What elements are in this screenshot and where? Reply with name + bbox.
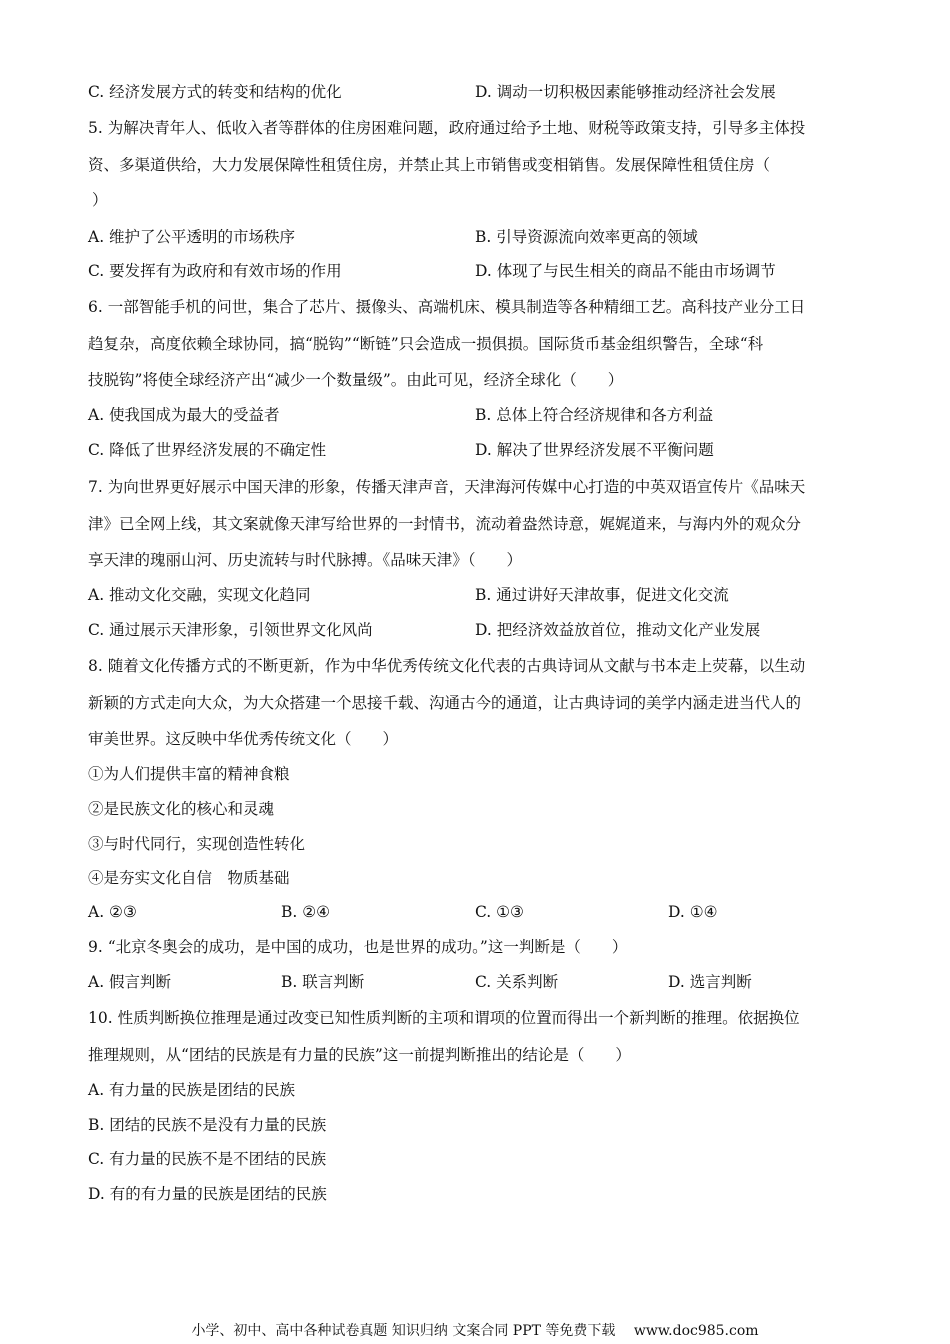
q8-option-c: C. ①③ bbox=[475, 903, 524, 921]
q7-stem-line-2: 津》已全网上线，其文案就像天津写给世界的一封情书，流动着盎然诗意，娓娓道来，与海内外的观众分 bbox=[88, 515, 802, 533]
q10-option-a: A. 有力量的民族是团结的民族 bbox=[88, 1081, 296, 1099]
q8-statement-2: ②是民族文化的核心和灵魂 bbox=[88, 800, 275, 818]
q6-option-b: B. 总体上符合经济规律和各方利益 bbox=[475, 406, 714, 424]
q9-option-c: C. 关系判断 bbox=[475, 973, 559, 991]
page-footer: 小学、初中、高中各种试卷真题 知识归纳 文案合同 PPT 等免费下载 www.doc985.com bbox=[191, 1323, 759, 1339]
q9-option-d: D. 选言判断 bbox=[668, 973, 752, 991]
q7-stem-line-1: 7. 为向世界更好展示中国天津的形象，传播天津声音，天津海河传媒中心打造的中英双语宣传片《品味天 bbox=[88, 478, 806, 496]
q8-option-d: D. ①④ bbox=[668, 903, 718, 921]
q7-option-c: C. 通过展示天津形象，引领世界文化风尚 bbox=[88, 621, 373, 639]
q8-option-b: B. ②④ bbox=[281, 903, 331, 921]
q9-option-a: A. 假言判断 bbox=[88, 973, 172, 991]
q4-option-d: D. 调动一切积极因素能够推动经济社会发展 bbox=[475, 83, 776, 101]
q5-option-a: A. 维护了公平透明的市场秩序 bbox=[88, 228, 296, 246]
q7-option-d: D. 把经济效益放首位，推动文化产业发展 bbox=[475, 621, 761, 639]
q5-option-c: C. 要发挥有为政府和有效市场的作用 bbox=[88, 262, 342, 280]
q8-stem-line-3: 审美世界。这反映中华优秀传统文化（ ） bbox=[88, 730, 399, 748]
q7-stem-line-3: 享天津的瑰丽山河、历史流转与时代脉搏。《品味天津》（ ） bbox=[88, 551, 523, 569]
q5-stem-line-2: 资、多渠道供给，大力发展保障性租赁住房，并禁止其上市销售或变相销售。发展保障性租赁住房（ bbox=[88, 156, 771, 174]
q6-option-c: C. 降低了世界经济发展的不确定性 bbox=[88, 441, 327, 459]
q9-option-b: B. 联言判断 bbox=[281, 973, 365, 991]
q6-stem-line-3: 技脱钩”将使全球经济产出“减少一个数量级”。由此可见，经济全球化（ ） bbox=[88, 371, 624, 389]
q8-stem-line-1: 8. 随着文化传播方式的不断更新，作为中华优秀传统文化代表的古典诗词从文献与书本走上荧幕，以生动 bbox=[88, 657, 806, 675]
q6-stem-line-1: 6. 一部智能手机的问世，集合了芯片、摄像头、高端机床、模具制造等各种精细工艺。高科技产业分工日 bbox=[88, 298, 806, 316]
q7-option-a: A. 推动文化交融，实现文化趋同 bbox=[88, 586, 311, 604]
q9-stem-line-1: 9. “北京冬奥会的成功，是中国的成功，也是世界的成功。”这一判断是（ ） bbox=[88, 938, 628, 956]
q5-option-d: D. 体现了与民生相关的商品不能由市场调节 bbox=[475, 262, 776, 280]
q8-statement-1: ①为人们提供丰富的精神食粮 bbox=[88, 765, 290, 783]
q10-stem-line-2: 推理规则，从“团结的民族是有力量的民族”这一前提判断推出的结论是（ ） bbox=[88, 1046, 631, 1064]
q4-option-c: C. 经济发展方式的转变和结构的优化 bbox=[88, 83, 342, 101]
q5-stem-line-3: ） bbox=[92, 191, 108, 209]
q10-option-b: B. 团结的民族不是没有力量的民族 bbox=[88, 1116, 327, 1134]
q8-option-a: A. ②③ bbox=[88, 903, 137, 921]
q8-stem-line-2: 新颖的方式走向大众，为大众搭建一个思接千载、沟通古今的通道，让古典诗词的美学内涵走进当代人的 bbox=[88, 694, 802, 712]
q5-stem-line-1: 5. 为解决青年人、低收入者等群体的住房困难问题，政府通过给予土地、财税等政策支持，引导多主体投 bbox=[88, 119, 806, 137]
q10-stem-line-1: 10. 性质判断换位推理是通过改变已知性质判断的主项和谓项的位置而得出一个新判断的推理。依据换位 bbox=[88, 1009, 800, 1027]
q6-option-d: D. 解决了世界经济发展不平衡问题 bbox=[475, 441, 714, 459]
q6-stem-line-2: 趋复杂，高度依赖全球协同，搞“脱钩”“断链”只会造成一损俱损。国际货币基金组织警告，全球“科 bbox=[88, 335, 764, 353]
q8-statement-4: ④是夯实文化自信 物质基础 bbox=[88, 869, 290, 887]
q7-option-b: B. 通过讲好天津故事，促进文化交流 bbox=[475, 586, 729, 604]
q5-option-b: B. 引导资源流向效率更高的领域 bbox=[475, 228, 698, 246]
q10-option-d: D. 有的有力量的民族是团结的民族 bbox=[88, 1185, 327, 1203]
q6-option-a: A. 使我国成为最大的受益者 bbox=[88, 406, 280, 424]
q8-statement-3: ③与时代同行，实现创造性转化 bbox=[88, 835, 306, 853]
q10-option-c: C. 有力量的民族不是不团结的民族 bbox=[88, 1150, 327, 1168]
